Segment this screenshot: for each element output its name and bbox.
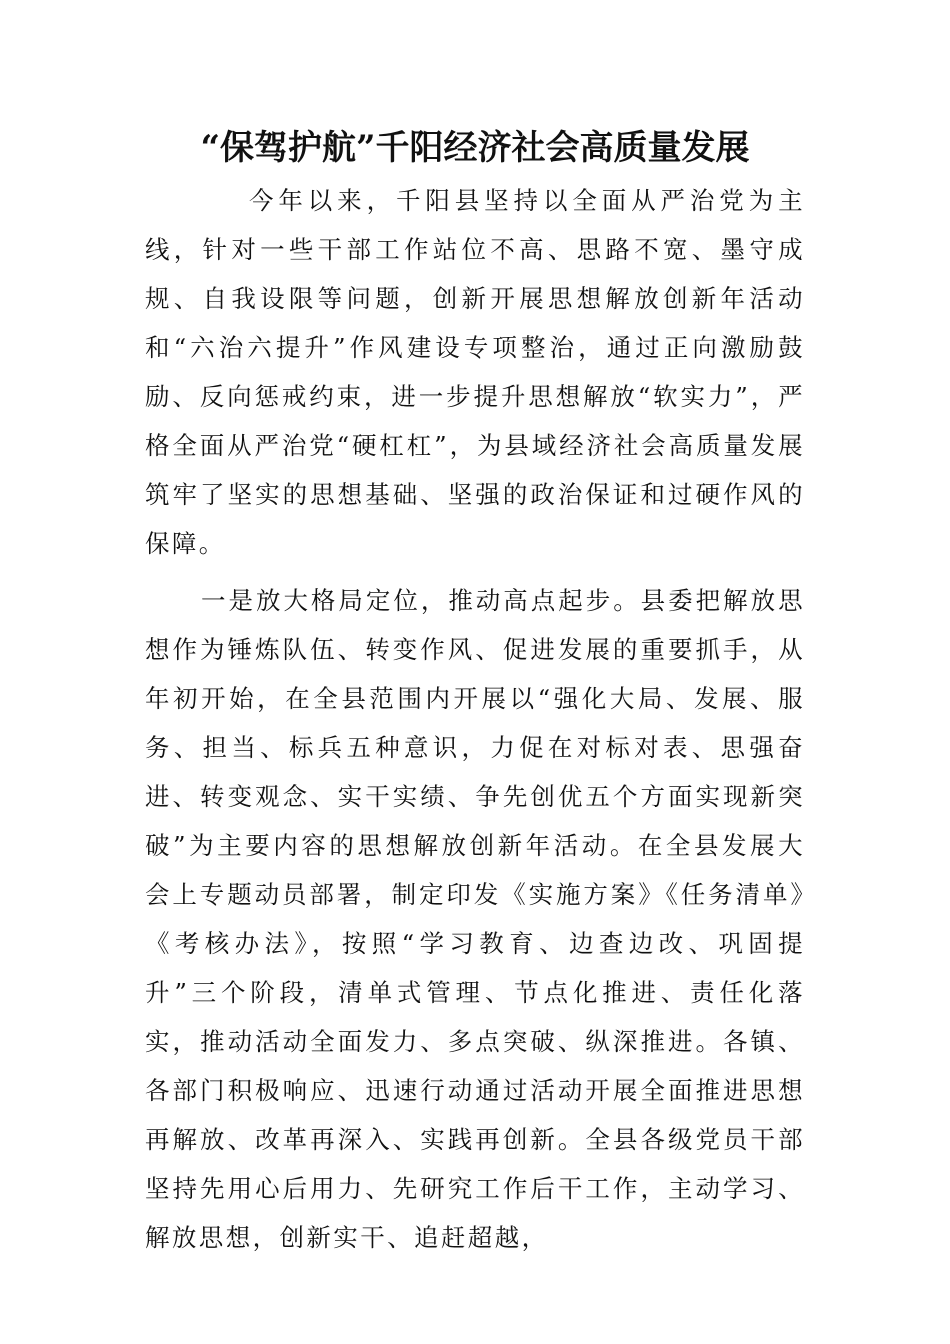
paragraph-point-one: 一是放大格局定位，推动高点起步。县委把解放思想作为锤炼队伍、转变作风、促进发展的重要抓手，从年初开始，在全县范围内开展以“强化大局、发展、服务、担当、标兵五种意识，力促在对标对表、思强奋进、转变观念、实干实绩、争先创优五个方面实现新突破”为主要内容的思想解放创新年活动。在全县发展大会上专题动员部署，制定印发《实施方案》《任务清单》《考核办法》，按照“学习教育、边查边改、巩固提升”三个阶段，清单式管理、节点化推进、责任化落实，推动活动全面发力、多点突破、纵深推进。各镇、各部门积极响应、迅速行动通过活动开展全面推进思想再解放、改革再深入、实践再创新。全县各级党员干部坚持先用心后用力、先研究工作后干工作，主动学习、解放思想，创新实干、追赶超越，	[145, 586, 805, 1252]
paragraph-intro: 今年以来，千阳县坚持以全面从严治党为主线，针对一些干部工作站位不高、思路不宽、墨守成规、自我设限等问题，创新开展思想解放创新年活动和“六治六提升”作风建设专项整治，通过正向激励鼓励、反向惩戒约束，进一步提升思想解放“软实力”，严格全面从严治党“硬杠杠”，为县域经济社会高质量发展筑牢了坚实的思想基础、坚强的政治保证和过硬作风的保障。	[145, 186, 805, 558]
document-title: “保驾护航”千阳经济社会高质量发展	[200, 128, 750, 168]
